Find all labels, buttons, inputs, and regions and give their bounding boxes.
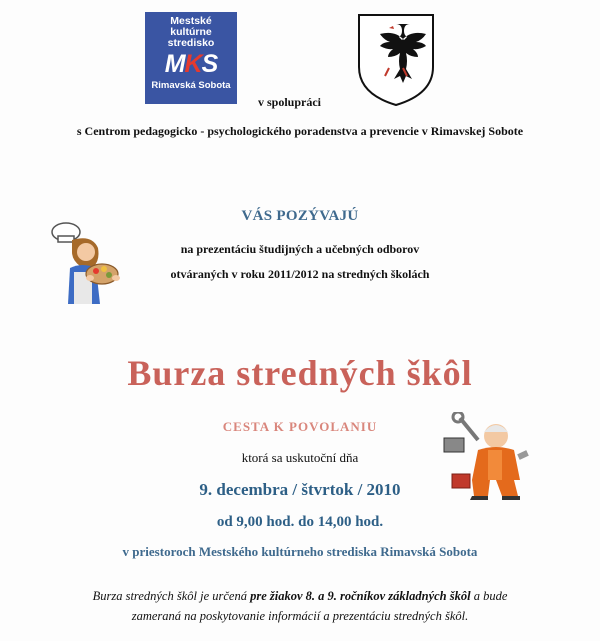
partner-text: s Centrom pedagogicko - psychologického poradenstva a prevencie v Rimavskej Sobote: [76, 124, 524, 138]
note-part-2: a bude: [470, 589, 508, 603]
logo-mark-s: S: [201, 50, 218, 78]
logo-mark-m: M: [164, 50, 185, 78]
note-line-1: [0, 586, 600, 606]
mks-logo: [145, 12, 237, 104]
event-date: 9. decembra / štvrtok / 2010: [199, 480, 401, 499]
logo-mark: [145, 50, 237, 78]
note-part-1: Burza stredných škôl je určená: [92, 589, 251, 603]
logo-line-3: stredisko: [167, 37, 215, 49]
logo-city: Rimavská Sobota: [151, 80, 231, 91]
event-venue: v priestoroch Mestského kultúrneho strediska Rimavská Sobota: [122, 544, 478, 559]
event-note: [0, 586, 600, 626]
event-title: Burza stredných škôl: [127, 353, 473, 393]
event-subtitle: CESTA K POVOLANIU: [222, 419, 378, 434]
note-target-audience: pre žiakov 8. a 9. ročníkov základných škôl: [250, 589, 471, 603]
event-time: od 9,00 hod. do 14,00 hod.: [216, 514, 384, 530]
logo-line-1: Mestské: [170, 15, 212, 27]
logo-mark-k: K: [184, 50, 202, 78]
invite-heading: VÁS POZÝVAJÚ: [241, 208, 359, 224]
eagle-coat-of-arms-icon: [356, 12, 436, 107]
note-line-2: zameraná na poskytovanie informácií a prezentáciu stredných škôl.: [131, 609, 469, 623]
takes-place-text: ktorá sa uskutoční dňa: [241, 450, 359, 465]
logo-line-2: kultúrne: [170, 26, 212, 38]
presentation-line-1: na prezentáciu študijných a učebných odborov: [180, 242, 420, 256]
cooperation-text: v spolupráci: [258, 95, 322, 109]
presentation-line-2: otváraných v roku 2011/2012 na stredných školách: [170, 267, 430, 281]
